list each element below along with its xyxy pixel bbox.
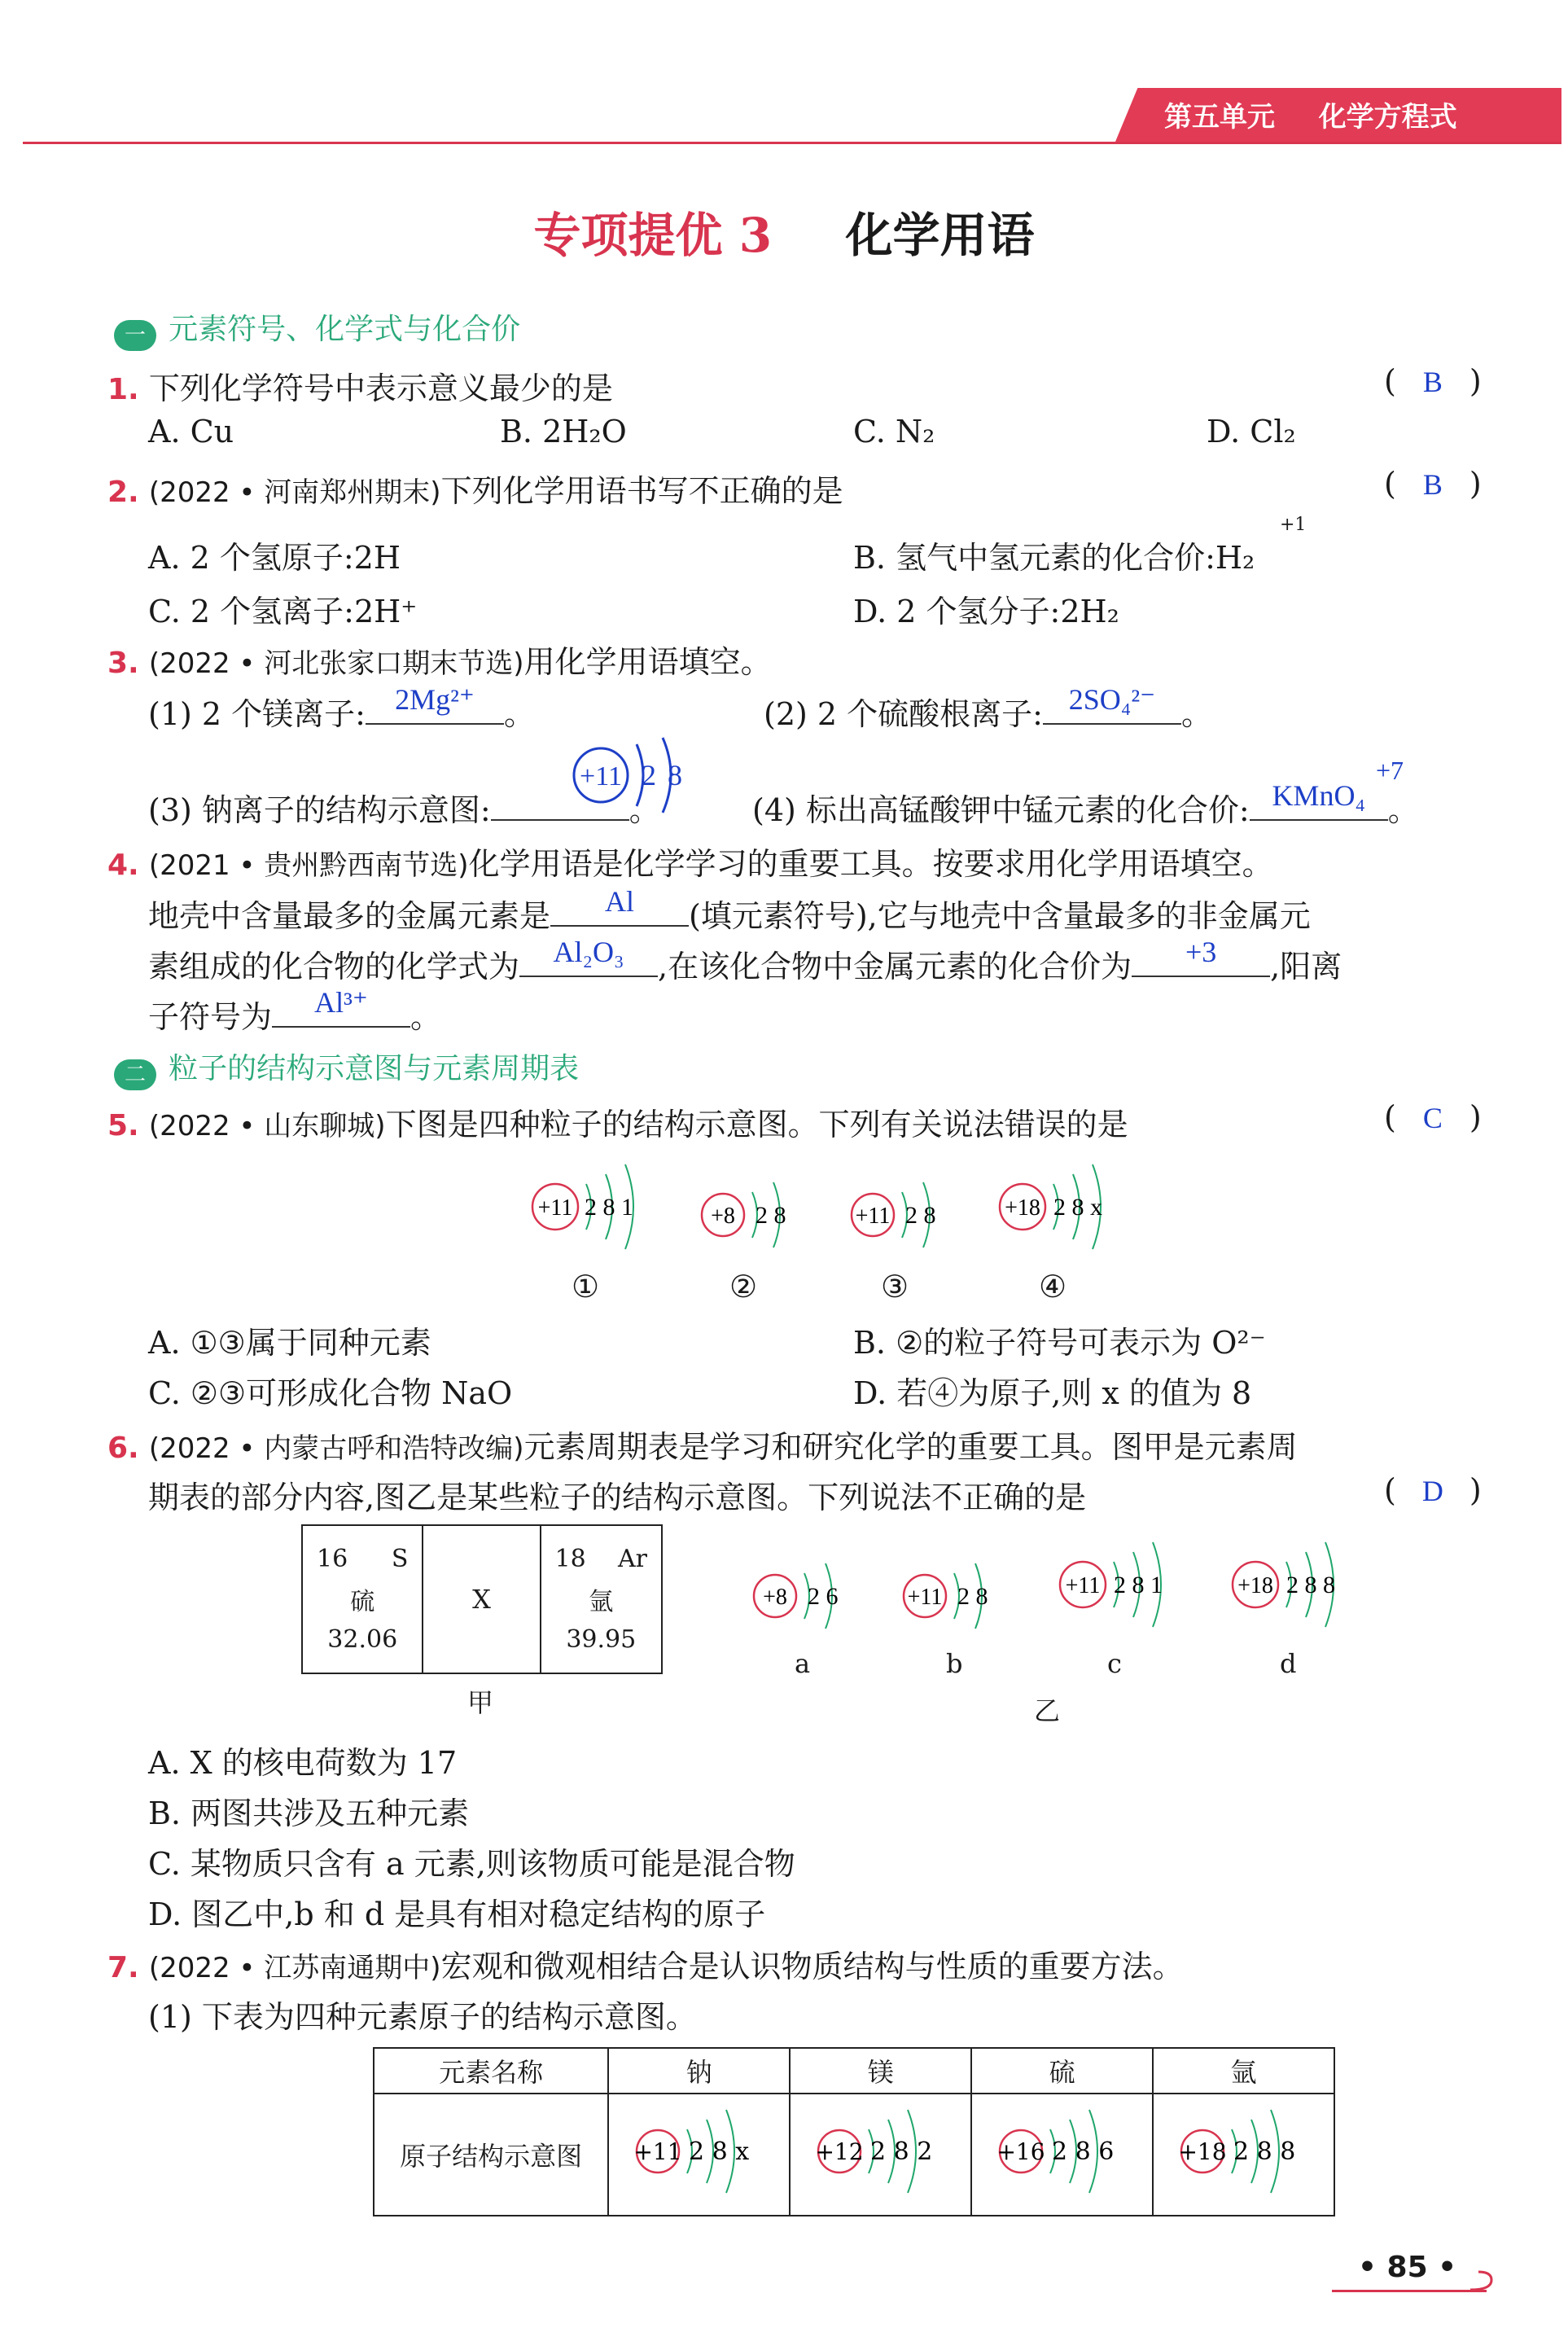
- atom-diagram: [697, 1166, 819, 1267]
- atom-structure-table: [373, 2047, 1335, 2216]
- question-stem: 元素周期表是学习和研究化学的重要工具。图甲是元素周: [523, 1429, 1298, 1465]
- header-rule: [23, 142, 1561, 144]
- part-1-prompt: (1) 下表为四种元素原子的结构示意图。: [148, 1999, 697, 2035]
- answer-paren: ( D ): [1384, 1472, 1482, 1508]
- answer: 2SO₄²⁻: [1068, 683, 1156, 716]
- element-name: 氩: [589, 1588, 614, 1616]
- table-header: 氩: [1153, 2048, 1334, 2094]
- answer-blank: [1043, 683, 1181, 725]
- punctuation: 。: [1180, 696, 1212, 732]
- answer-blank: [366, 683, 504, 725]
- punctuation: 。: [629, 792, 660, 828]
- question-stem-cont: 期表的部分内容,图乙是某些粒子的结构示意图。下列说法不正确的是: [148, 1480, 1087, 1515]
- question-number: 5.: [107, 1109, 139, 1142]
- title-prefix: 专项提优 3: [533, 208, 773, 263]
- answer: Al: [605, 885, 635, 918]
- option-b: [853, 533, 1255, 577]
- answer: +3: [1185, 936, 1217, 968]
- option-b-text: B. 氢气中氢元素的化合价:H₂: [853, 540, 1255, 576]
- nucleus-label: +8: [763, 1585, 787, 1610]
- punctuation: 。: [1387, 792, 1419, 828]
- diagram-label: c: [1107, 1648, 1122, 1679]
- line-text: 素组成的化合物的化学式为: [148, 949, 520, 984]
- punctuation: 。: [503, 696, 535, 732]
- charge-label: +7: [1376, 756, 1404, 785]
- answer-paren: ( C ): [1384, 1099, 1482, 1135]
- nucleus-label: +8: [711, 1204, 735, 1229]
- page-title: [0, 197, 1568, 265]
- question-stem: 下列化学用语书写不正确的是: [440, 473, 843, 509]
- sodium-ion-diagram: [562, 728, 716, 818]
- nucleus-label: +11: [855, 1204, 891, 1229]
- diagram-label: d: [1280, 1648, 1297, 1679]
- question-stem: 化学用语是化学学习的重要工具。按要求用化学用语填空。: [468, 846, 1273, 882]
- shells-label: 2 8: [957, 1583, 988, 1610]
- shells-label: 2 8 x: [688, 2138, 749, 2166]
- element-cell-s: [302, 1525, 423, 1673]
- section-title: 元素符号、化学式与化合价: [169, 313, 521, 346]
- atom-diagram: [749, 1547, 871, 1648]
- option-c: C. 某物质只含有 a 元素,则该物质可能是混合物: [148, 1846, 795, 1882]
- option-a: A. ①③属于同种元素: [148, 1325, 431, 1361]
- question-stem: 下列化学符号中表示意义最少的是: [148, 370, 613, 406]
- nucleus-label: +11: [537, 1195, 573, 1221]
- question-source: (2021 • 贵州黔西南节选): [148, 849, 469, 882]
- header-topic-label: 化学方程式: [1318, 101, 1457, 134]
- part-4-prompt: (4) 标出高锰酸钾中锰元素的化合价:: [752, 792, 1250, 828]
- option-d: D. 图乙中,b 和 d 是具有相对稳定结构的原子: [148, 1896, 766, 1932]
- figure-caption: 乙: [1034, 1695, 1061, 1726]
- nucleus-label: +11: [633, 2138, 682, 2165]
- answer: Al₂O₃: [553, 936, 624, 968]
- line-text: ,在该化合物中金属元素的化合价为: [658, 949, 1132, 984]
- question-source: (2022 • 江苏南通期中): [148, 1952, 441, 1984]
- answer-paren: ( B ): [1384, 363, 1482, 399]
- nucleus-label: +12: [815, 2138, 864, 2165]
- line-text: ,阳离: [1270, 949, 1342, 984]
- answer: KMnO₄: [1272, 779, 1365, 812]
- question-stem: 下图是四种粒子的结构示意图。下列有关说法错误的是: [385, 1107, 1128, 1142]
- line-text: 地壳中含量最多的金属元素是: [148, 898, 551, 934]
- diagram-label: ①: [572, 1269, 600, 1304]
- option-a: A. 2 个氢原子:2H: [148, 540, 401, 576]
- shells-label: 2 8: [905, 1202, 936, 1229]
- answer-blank: [519, 936, 658, 977]
- part-1-prompt: (1) 2 个镁离子:: [148, 696, 366, 732]
- atomic-number: 18: [554, 1545, 586, 1573]
- element-cell-ar: [541, 1525, 662, 1673]
- atom-diagram: [899, 1547, 1021, 1648]
- atomic-mass: 32.06: [327, 1625, 398, 1654]
- answer-blank: [1132, 936, 1270, 977]
- atomic-mass: 39.95: [566, 1625, 637, 1654]
- shells-label: 2 8 x: [1053, 1194, 1102, 1221]
- table-header: 钠: [608, 2048, 790, 2094]
- header-unit-label: 第五单元: [1164, 101, 1275, 134]
- option-b: B. 两图共涉及五种元素: [148, 1796, 470, 1831]
- shells-label: 2 8 1: [1114, 1572, 1163, 1598]
- answer-blank: [550, 885, 689, 927]
- atom-diagram: [812, 2098, 950, 2204]
- svg-text:+11: +11: [580, 761, 622, 791]
- answer: B: [1422, 366, 1443, 398]
- question-source: (2022 • 内蒙古呼和浩特改编): [148, 1432, 524, 1465]
- part-2-prompt: (2) 2 个硫酸根离子:: [764, 696, 1043, 732]
- atom-diagram: [847, 1166, 969, 1267]
- diagram-label: ④: [1039, 1269, 1067, 1304]
- nucleus-label: +18: [1005, 1195, 1040, 1221]
- atom-diagram: [528, 1150, 666, 1267]
- table-header: 元素名称: [374, 2048, 608, 2094]
- shells-label: 2 8 8: [1286, 1572, 1335, 1598]
- option-d: D. 2 个氢分子:2H₂: [853, 594, 1119, 629]
- line-text: 。: [410, 999, 442, 1035]
- answer: 2Mg²⁺: [395, 683, 475, 716]
- question-source: (2022 • 山东聊城): [148, 1110, 386, 1142]
- shells-label: 2 8 1: [585, 1194, 633, 1221]
- diagram-label: b: [946, 1648, 963, 1679]
- nucleus-label: +18: [1237, 1573, 1273, 1598]
- figure-caption: 甲: [467, 1687, 494, 1718]
- atom-diagram: [1055, 1528, 1194, 1645]
- nucleus-label: +16: [996, 2138, 1045, 2165]
- atom-diagram: [993, 2098, 1132, 2204]
- question-number: 6.: [107, 1432, 139, 1465]
- atom-diagram: [1228, 1528, 1366, 1645]
- charge-label: +1: [1280, 515, 1307, 535]
- table-cell: [608, 2094, 790, 2216]
- section-title: 粒子的结构示意图与元素周期表: [169, 1052, 580, 1085]
- title-main: 化学用语: [845, 208, 1035, 263]
- question-number: 3.: [107, 647, 139, 680]
- question-number: 7.: [107, 1951, 139, 1984]
- section-badge: 二: [114, 1059, 156, 1090]
- shells-label: 2 8: [756, 1202, 786, 1229]
- section-1-header: [114, 306, 520, 351]
- question-stem: 宏观和微观相结合是认识物质结构与性质的重要方法。: [440, 1949, 1184, 1984]
- question-source: (2022 • 河南郑州期末): [148, 476, 441, 509]
- option-c: C. N₂: [853, 414, 935, 449]
- element-name: 硫: [350, 1588, 375, 1616]
- element-symbol: S: [391, 1545, 409, 1573]
- question-stem: 用化学用语填空。: [523, 644, 772, 680]
- diagram-label: ③: [881, 1269, 909, 1304]
- answer: Al³⁺: [314, 986, 368, 1019]
- option-c: C. ②③可形成化合物 NaO: [148, 1375, 513, 1411]
- atomic-number: 16: [317, 1545, 348, 1573]
- footer-swoosh-icon: [1470, 2269, 1495, 2293]
- option-d: D. Cl₂: [1207, 414, 1296, 449]
- line-text: 子符号为: [148, 999, 273, 1035]
- answer-blank: [1250, 779, 1388, 821]
- nucleus-label: +11: [907, 1585, 943, 1610]
- section-2-header: [114, 1046, 579, 1090]
- answer-blank: [272, 986, 410, 1028]
- nucleus-label: +11: [1065, 1573, 1101, 1598]
- shells-label: 2 8 2: [869, 2138, 933, 2166]
- shells-label: 2 8 8: [1233, 2138, 1295, 2166]
- shells-label: 2 6: [808, 1583, 839, 1610]
- section-badge: 一: [114, 320, 156, 351]
- periodic-table-excerpt: [301, 1524, 663, 1674]
- question-number: 4.: [107, 848, 139, 882]
- table-header: 硫: [971, 2048, 1153, 2094]
- table-cell: [790, 2094, 971, 2216]
- element-symbol: Ar: [617, 1545, 647, 1573]
- page-number: • 85 •: [1358, 2251, 1457, 2284]
- question-source: (2022 • 河北张家口期末节选): [148, 647, 524, 680]
- nucleus-label: +18: [1177, 2138, 1227, 2165]
- table-cell: [971, 2094, 1153, 2216]
- question-number: 2.: [107, 476, 139, 509]
- svg-text:2: 2: [642, 759, 656, 791]
- option-a: A. Cu: [148, 414, 234, 449]
- question-number: 1.: [107, 373, 139, 406]
- option-b: B. 2H₂O: [500, 414, 627, 449]
- header-unit: [1164, 94, 1457, 134]
- table-cell: [1153, 2094, 1334, 2216]
- answer: B: [1422, 468, 1443, 501]
- shells-label: 2 8 6: [1051, 2138, 1114, 2166]
- answer-paren: ( B ): [1384, 466, 1482, 502]
- svg-text:8: 8: [668, 759, 682, 791]
- table-header: 镁: [790, 2048, 971, 2094]
- answer: D: [1421, 1475, 1443, 1507]
- option-c: C. 2 个氢离子:2H⁺: [148, 594, 418, 629]
- table-row-label: 原子结构示意图: [374, 2094, 608, 2216]
- diagram-label: ②: [729, 1269, 758, 1304]
- atom-diagram: [1175, 2098, 1313, 2204]
- option-d: D. 若④为原子,则 x 的值为 8: [853, 1375, 1252, 1411]
- part-3-prompt: (3) 钠离子的结构示意图:: [148, 792, 491, 828]
- line-text: (填元素符号),它与地壳中含量最多的非金属元: [689, 898, 1311, 934]
- option-a: A. X 的核电荷数为 17: [148, 1745, 458, 1781]
- atom-diagram: [630, 2098, 769, 2204]
- answer: C: [1422, 1102, 1443, 1134]
- footer-rule: [1332, 2290, 1487, 2292]
- diagram-label: a: [795, 1648, 811, 1679]
- element-cell-x: X: [423, 1525, 540, 1673]
- option-b: B. ②的粒子符号可表示为 O²⁻: [853, 1325, 1266, 1361]
- atom-diagram: [995, 1150, 1133, 1267]
